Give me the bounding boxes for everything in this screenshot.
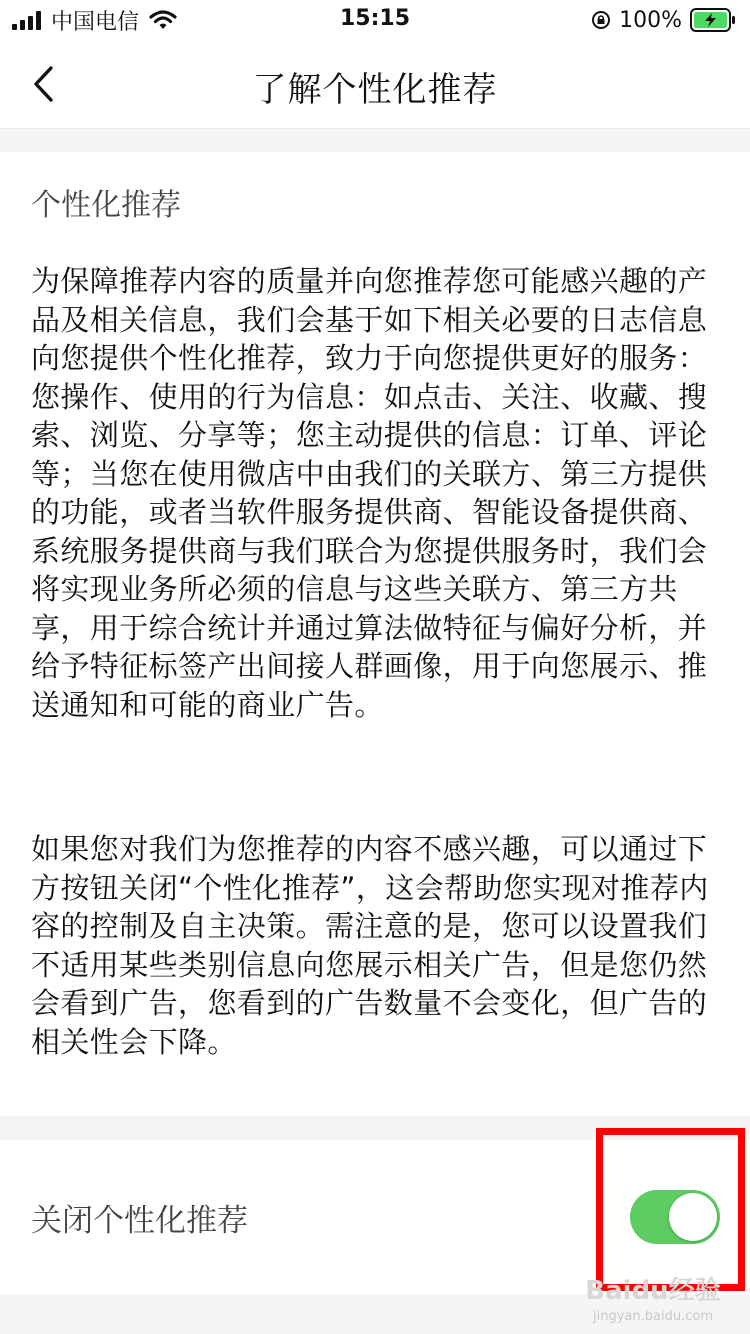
highlight-box bbox=[596, 1128, 745, 1291]
watermark-sub: jingyan.baidu.com bbox=[593, 1309, 713, 1324]
rotation-lock-icon bbox=[591, 10, 611, 30]
content-card bbox=[0, 152, 750, 1116]
description-paragraph-1: 为保障推荐内容的质量并向您推荐您可能感兴趣的产品及相关信息，我们会基于如下相关必要的日志信息向您提供个性化推荐，致力于向您提供更好的服务：您操作、使用的行为信息：如点击、关注、收藏、搜索、浏览、分享等；您主动提供的信息：订单、评论等；当您在使用微店中由我们的关联方、第三方提供的功能，或者当软件服务提供商、智能设备提供商、系统服务提供商与我们联合为您提供服务时，我们会将实现业务所必须的信息与这些关联方、第三方共享，用于综合统计并通过算法做特征与偏好分析，并给予特征标签产出间接人群画像，用于向您展示、推送通知和可能的商业广告。 bbox=[31, 264, 708, 722]
watermark bbox=[578, 1270, 728, 1330]
battery-percent: 100% bbox=[619, 7, 682, 33]
nav-bar bbox=[0, 40, 750, 129]
status-bar bbox=[0, 0, 750, 40]
section-title: 个性化推荐 bbox=[31, 188, 181, 223]
status-time: 15:15 bbox=[339, 6, 411, 31]
carrier-name: 中国电信 bbox=[51, 9, 140, 35]
battery-charging-icon bbox=[690, 8, 736, 32]
page-title: 了解个性化推荐 bbox=[252, 70, 498, 110]
toggle-label: 关闭个性化推荐 bbox=[31, 1203, 248, 1239]
status-right bbox=[591, 6, 736, 34]
watermark-main: Baidu经验 bbox=[585, 1276, 721, 1306]
description-paragraph-2: 如果您对我们为您推荐的内容不感兴趣，可以通过下方按钮关闭“个性化推荐”，这会帮助您实现对推荐内容的控制及自主决策。需注意的是，您可以设置我们不适用某些类别信息向您展示相关广告，但是您仍然会看到广告，您看到的广告数量不会变化，但广告的相关性会下降。 bbox=[31, 832, 709, 1059]
